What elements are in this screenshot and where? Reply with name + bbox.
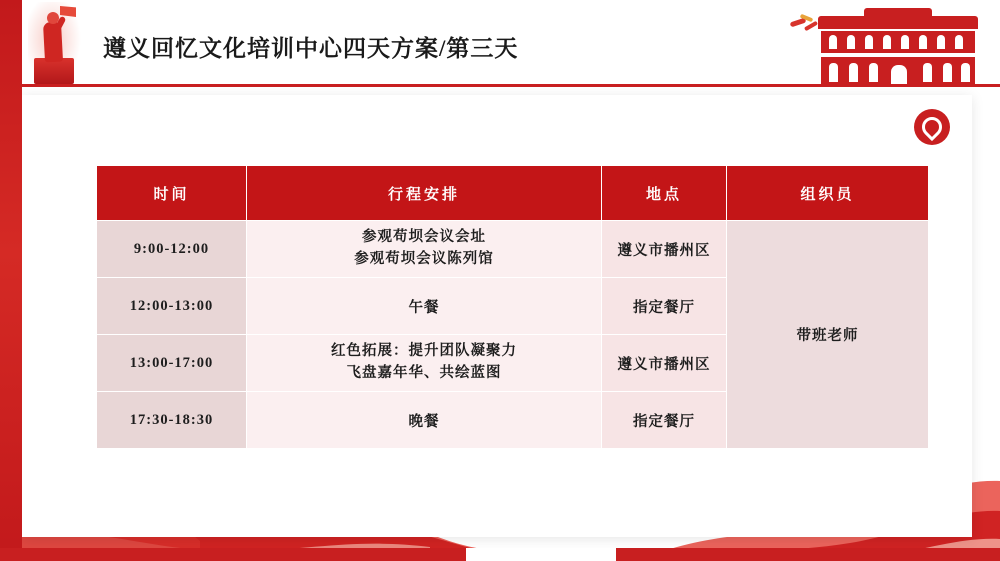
column-header-organizer: 组织员 <box>727 166 929 221</box>
left-accent-bar <box>0 0 22 561</box>
slide-header <box>0 0 1000 85</box>
table-row <box>97 221 929 278</box>
bottom-strip-gap <box>466 548 616 561</box>
content-card <box>22 95 972 537</box>
left-accent-bar-gradient <box>0 0 22 561</box>
cell-location: 遵义市播州区 <box>602 335 727 392</box>
bird-wing-3 <box>804 21 818 31</box>
bottom-accent-strip <box>0 548 1000 561</box>
schedule-table <box>96 165 929 449</box>
itinerary-line-1: 红色拓展：提升团队凝聚力 <box>331 343 517 360</box>
historic-building-icon <box>818 16 978 84</box>
cell-location: 指定餐厅 <box>602 278 727 335</box>
cell-time: 13:00-17:00 <box>97 335 247 392</box>
itinerary-line-2: 参观苟坝会议陈列馆 <box>354 251 494 267</box>
cell-itinerary <box>247 335 602 392</box>
cell-location: 遵义市播州区 <box>602 221 727 278</box>
page-title: 遵义回忆文化培训中心四天方案/第三天 <box>103 36 519 61</box>
cell-itinerary: 晚餐 <box>247 392 602 449</box>
cell-location: 指定餐厅 <box>602 392 727 449</box>
cell-itinerary: 午餐 <box>247 278 602 335</box>
column-header-location: 地点 <box>602 166 727 221</box>
column-header-itinerary: 行程安排 <box>247 166 602 221</box>
cell-time: 9:00-12:00 <box>97 221 247 278</box>
table-header-row <box>97 166 929 221</box>
brand-logo-icon <box>914 109 950 145</box>
torch-statue-icon <box>26 2 84 84</box>
cell-organizer: 带班老师 <box>727 221 929 449</box>
cell-itinerary <box>247 221 602 278</box>
statue-head <box>47 12 59 24</box>
column-header-time: 时间 <box>97 166 247 221</box>
building-roof <box>818 16 978 29</box>
building-floor-upper <box>821 31 975 53</box>
building-door <box>891 65 907 84</box>
itinerary-line-1: 参观苟坝会议会址 <box>362 229 486 246</box>
cell-time: 12:00-13:00 <box>97 278 247 335</box>
building-floor-lower <box>821 57 975 84</box>
cell-time: 17:30-18:30 <box>97 392 247 449</box>
header-divider <box>0 84 1000 87</box>
itinerary-line-2: 飞盘嘉年华、共绘蓝图 <box>346 365 502 381</box>
